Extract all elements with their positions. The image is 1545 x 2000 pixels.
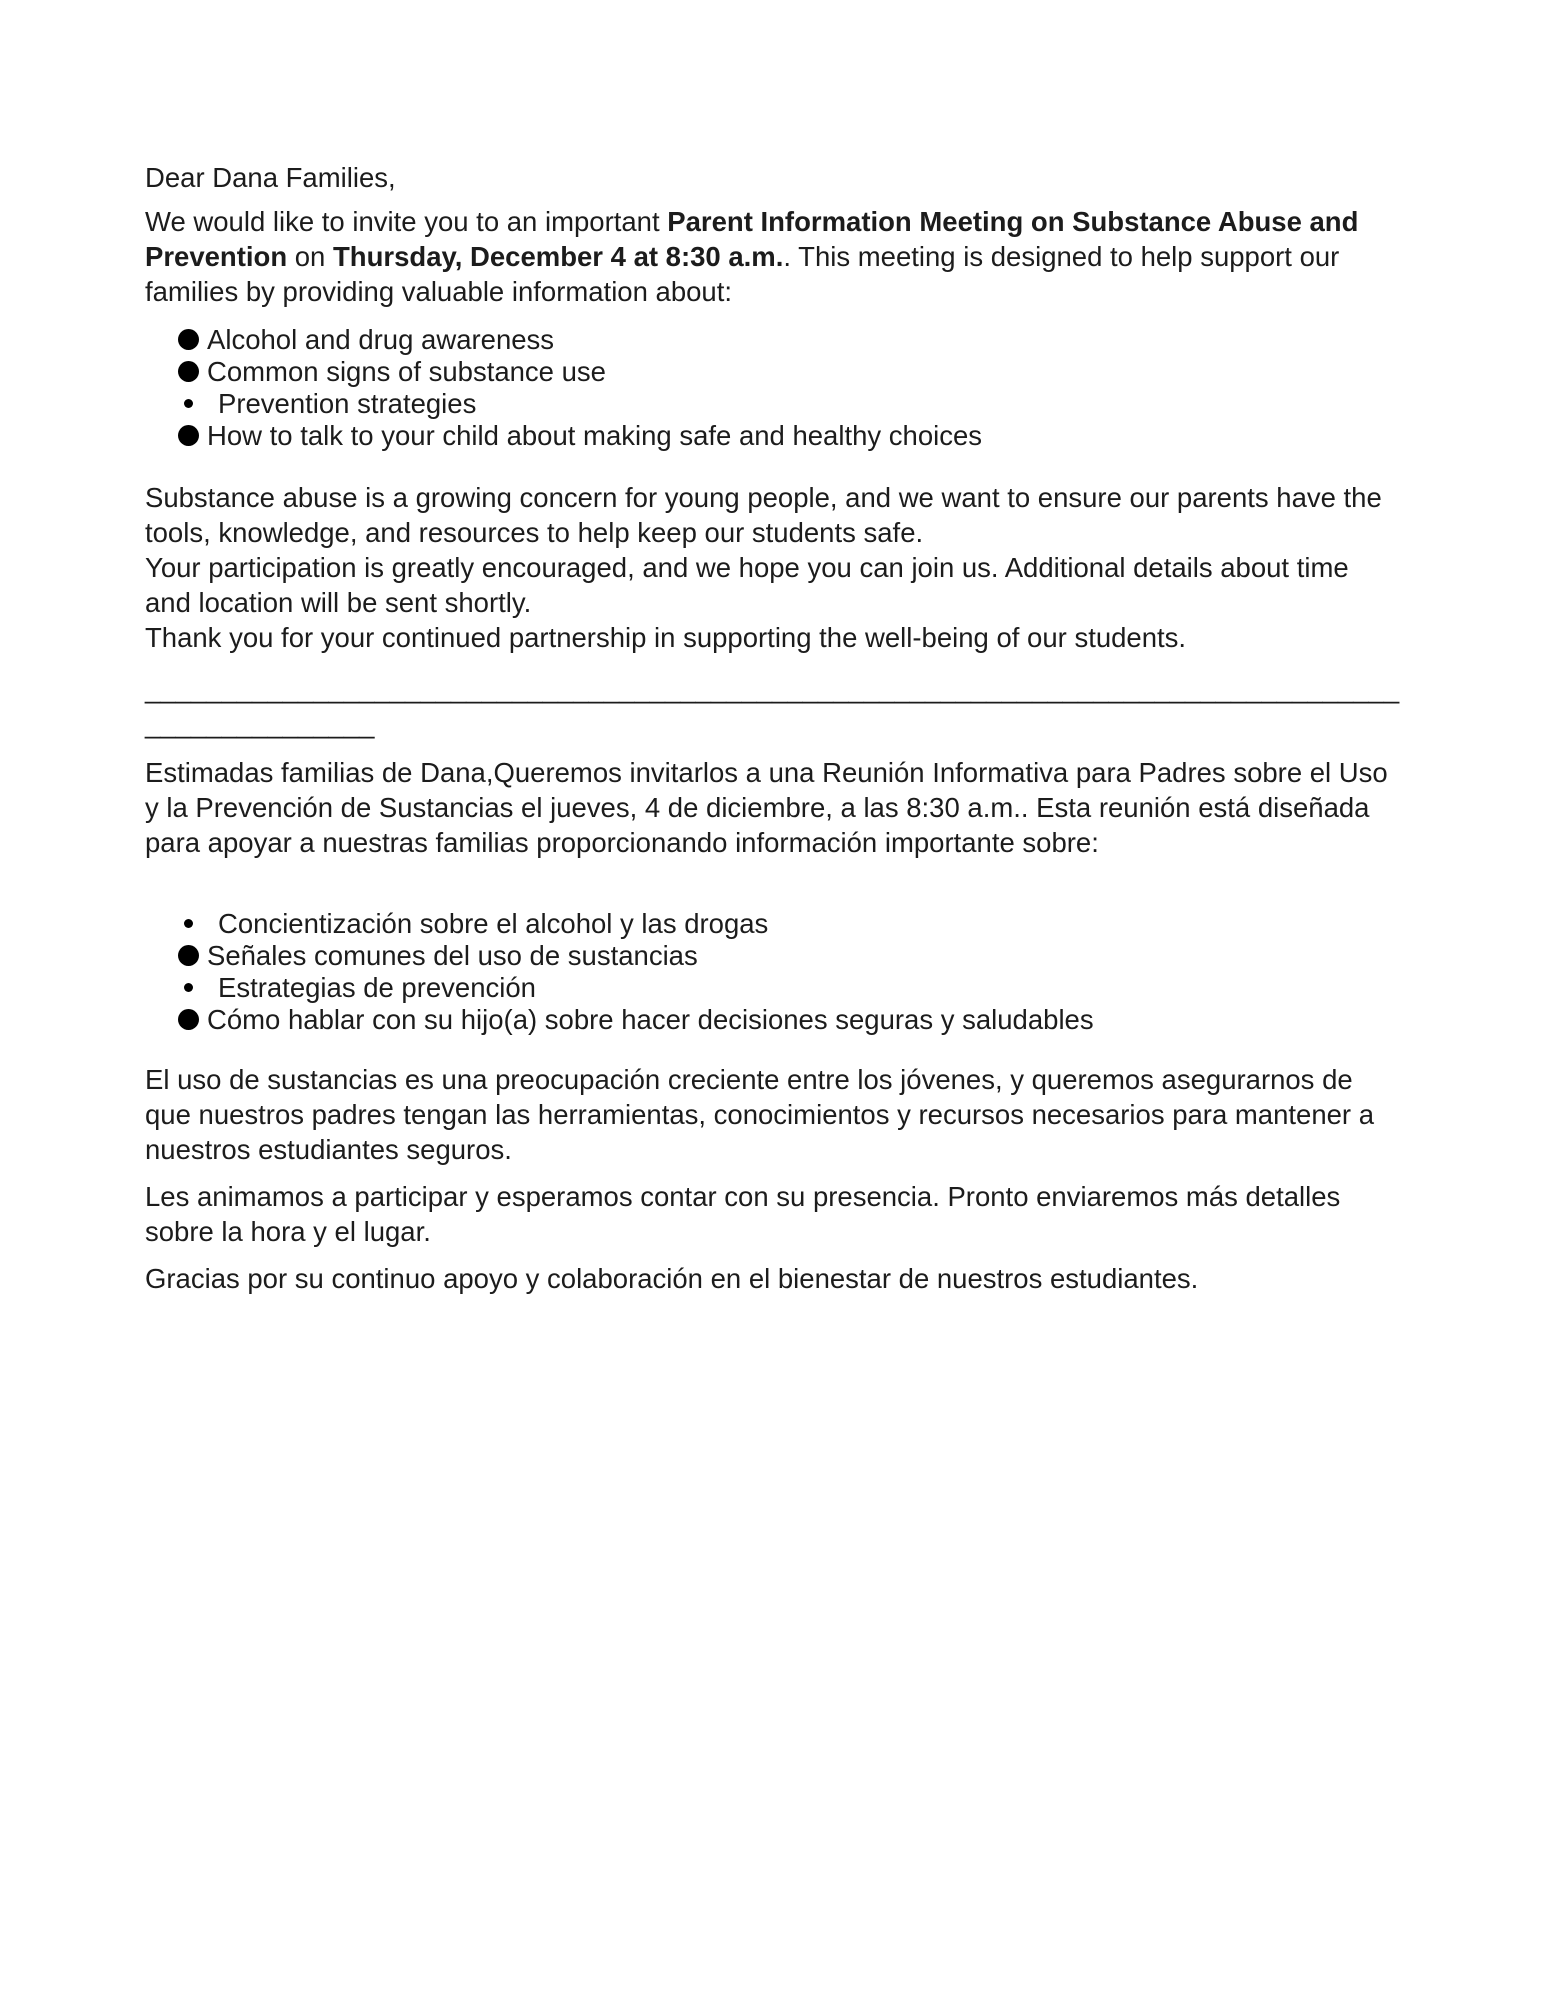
intro-paragraph-es: Estimadas familias de Dana,Queremos invitarlos a una Reunión Informativa para Padres sobre el Uso y la Prevención de Sustancias el jueves, 4 de diciembre, a las 8:30 a.m.. Esta reunión está diseñada para apoyar a nuestras familias proporcionando información importante sobre: (145, 757, 1388, 858)
paragraph-es: Les animamos a participar y esperamos contar con su presencia. Pronto enviaremos más detalles sobre la hora y el lugar. (145, 1181, 1341, 1247)
paragraph-en: Substance abuse is a growing concern for young people, and we want to ensure our parents have the tools, knowledge, and resources to help keep our students safe. (145, 482, 1382, 548)
intro-text: on (287, 241, 333, 272)
bullet-large-icon (178, 329, 199, 350)
bullet-small-icon (184, 983, 193, 992)
list-item-text: Cómo hablar con su hijo(a) sobre hacer decisiones seguras y saludables (207, 1004, 1094, 1035)
list-item (145, 908, 1400, 940)
bullet-small-icon (184, 919, 193, 928)
intro-text: . This meeting is designed to help support our families by providing valuable information about: (145, 241, 1340, 307)
paragraph-es: El uso de sustancias es una preocupación creciente entre los jóvenes, y queremos asegurarnos de que nuestros padres tengan las herramientas, conocimientos y recursos necesarios para mantener a nuestros estudiantes seguros. (145, 1064, 1375, 1165)
list-item-text: Prevention strategies (218, 388, 477, 419)
intro-bold-text: Parent Information Meeting on Substance Abuse and Prevention (145, 206, 1359, 272)
list-item-text: Common signs of substance use (207, 356, 606, 387)
list-item (145, 1004, 1400, 1036)
body-paragraphs-en (145, 480, 1400, 655)
intro-text: We would like to invite you to an important (145, 206, 668, 237)
bullet-large-icon (178, 945, 199, 966)
bullet-list-es (145, 908, 1400, 1036)
list-item-text: Señales comunes del uso de sustancias (207, 940, 698, 971)
bullet-large-icon (178, 361, 199, 382)
bullet-large-icon (178, 1009, 199, 1030)
paragraph-en: Thank you for your continued partnership in supporting the well-being of our students. (145, 622, 1187, 653)
list-item-text: Concientización sobre el alcohol y las drogas (218, 908, 769, 939)
list-item (145, 324, 1400, 356)
list-item (145, 420, 1400, 452)
bullet-small-icon (184, 399, 193, 408)
bullet-large-icon (178, 425, 199, 446)
list-item (145, 388, 1400, 420)
list-item (145, 356, 1400, 388)
greeting: Dear Dana Families, (145, 162, 396, 193)
bullet-list-en (145, 324, 1400, 452)
body-paragraphs-es (145, 1062, 1400, 1296)
list-item-text: Estrategias de prevención (218, 972, 536, 1003)
section-divider: _________________________________________________________________________________________________ (145, 673, 1400, 739)
intro-paragraph-en (145, 204, 1400, 309)
intro-bold-text: Thursday, December 4 at 8:30 a.m. (333, 241, 784, 272)
list-item (145, 972, 1400, 1004)
paragraph-en: Your participation is greatly encouraged, and we hope you can join us. Additional details about time and location will be sent shortly. (145, 552, 1349, 618)
paragraph-es: Gracias por su continuo apoyo y colaboración en el bienestar de nuestros estudiantes. (145, 1263, 1199, 1294)
list-item-text: Alcohol and drug awareness (207, 324, 555, 355)
list-item (145, 940, 1400, 972)
list-item-text: How to talk to your child about making safe and healthy choices (207, 420, 983, 451)
